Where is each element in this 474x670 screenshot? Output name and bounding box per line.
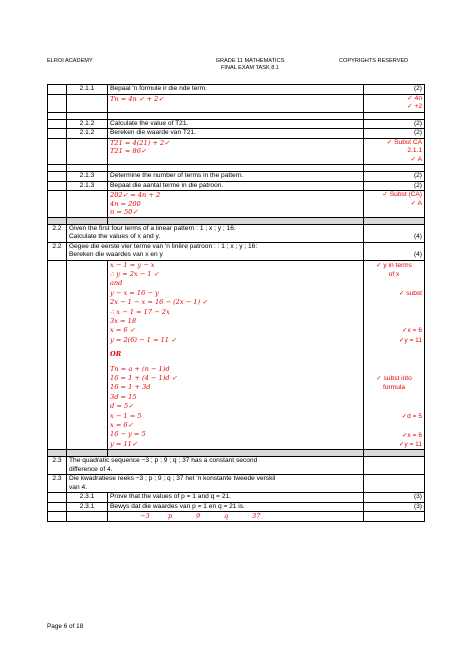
mark-item: ✓ A — [410, 155, 422, 163]
mark-total: (2) — [364, 129, 425, 139]
header-subject — [200, 58, 300, 72]
mark-item: ✓ A — [410, 199, 422, 207]
mark-total: (2) — [364, 119, 425, 129]
mark-total: (4) — [364, 224, 425, 242]
table-row — [48, 129, 425, 139]
mark-item: 2.1.1 — [407, 147, 422, 154]
answer-line: 3d = 15 — [110, 392, 137, 401]
mark-allocation — [364, 191, 425, 218]
table-row — [48, 224, 425, 242]
table-row — [48, 165, 425, 172]
question-line: Gegee die eerste vier terme van 'n linêre patroon : : 1 ; x ; y ; 16: — [69, 242, 258, 250]
question-text: Prove that the values of p = 1 and q = 21. — [108, 493, 364, 503]
answer-line: y = 11✓ — [110, 439, 138, 448]
mark-item: ✓ +2 — [407, 103, 422, 110]
question-line: Given the first four terms of a linear pattern : 1 ; x ; y ; 16. — [69, 224, 236, 232]
table-row — [48, 217, 425, 224]
question-text: Bepaal 'n formule ir die nde term. — [108, 85, 364, 95]
question-text — [67, 224, 364, 242]
table-row — [48, 457, 425, 475]
answer-line: y − x = 16 − y — [110, 288, 159, 297]
question-text: Bepaal die aantal terme in die patroon. — [108, 181, 364, 191]
answer-line: Tn = a + (n − 1)d — [110, 364, 170, 373]
table-row — [48, 450, 425, 457]
mark-total: (2) — [364, 85, 425, 95]
question-line: Die kwadratiese reeks −3 ; p ; 9 ; q ; 37 het 'n konstante tweede verskil — [69, 475, 276, 483]
answer-line: T21 = 4(21) + 2✓ — [110, 138, 170, 147]
mark-item: ✓ subst — [398, 289, 422, 297]
mark-item: ✓ Subst (CA) — [382, 191, 422, 198]
question-number: 2.1.2 — [67, 119, 108, 129]
mark-total: (2) — [364, 181, 425, 191]
question-number: 2.3.1 — [67, 502, 108, 512]
mark-item: ✓y = 11 — [398, 336, 422, 344]
question-text — [67, 457, 364, 475]
table-row — [48, 138, 425, 165]
mark-item: ✓ Subst CA — [386, 138, 422, 146]
question-number: 2.3 — [48, 457, 67, 475]
answer-line: ∴ x − 1 = 17 − 2x — [110, 307, 170, 316]
question-text: Bereken die waarde van T21. — [108, 129, 364, 139]
answer-line: x − 1 = y − x — [110, 260, 155, 269]
answer-line: x − 1 = 5 — [110, 411, 142, 420]
mark-item: ✓ 4n — [407, 94, 422, 102]
answer-work — [108, 191, 364, 218]
answer-line: 2x − 1 − x = 16 − (2x − 1) ✓ — [110, 298, 208, 307]
mark-allocation — [364, 138, 425, 165]
table-row — [48, 512, 425, 522]
answer-line: 16 = 1 + 3d — [110, 383, 151, 392]
sequence-term: 37 — [252, 512, 261, 521]
mark-item: ✓d = 5 — [401, 412, 422, 420]
header-subject-line: GRADE 11 MATHEMATICS — [215, 58, 285, 64]
table-row — [48, 242, 425, 260]
memo-table — [47, 84, 425, 522]
answer-line: T21 = 86✓ — [110, 147, 147, 155]
table-row — [48, 493, 425, 503]
question-text — [67, 242, 364, 260]
answer-line: ∴ y = 2x − 1 ✓ — [110, 269, 160, 278]
answer-line: d = 5✓ — [110, 402, 134, 411]
sequence-term: p — [168, 512, 173, 521]
answer-line: n = 50✓ — [110, 208, 138, 216]
answer-work — [108, 260, 364, 450]
question-number: 2.1.3 — [67, 181, 108, 191]
answer-line: y = 2(6) − 1 = 11 ✓ — [110, 335, 177, 344]
header-rights: COPYRIGHTS RESERVED — [339, 58, 409, 64]
answer-work: Tn = 4n ✓ + 2✓ — [108, 94, 364, 112]
question-line: Bereken die waardes van x en y — [69, 251, 163, 258]
page-footer: Page 6 of 18 — [47, 623, 84, 630]
mark-item: of x — [388, 270, 400, 278]
question-number: 2.1.1 — [67, 85, 108, 95]
table-row — [48, 112, 425, 119]
answer-line: 16 − y = 5 — [110, 430, 146, 439]
sequence-term: q — [224, 512, 229, 521]
sequence-term: 9 — [196, 512, 201, 521]
answer-line: 202✓ = 4n + 2 — [110, 191, 161, 199]
table-row — [48, 260, 425, 450]
table-row — [48, 502, 425, 512]
question-number: 2.3.1 — [67, 493, 108, 503]
question-line: van 4. — [69, 483, 87, 491]
question-number: 2.1.3 — [67, 172, 108, 182]
question-text: Calculate the value of T21. — [108, 119, 364, 129]
mark-item: formula — [383, 384, 405, 392]
table-row — [48, 119, 425, 129]
question-text — [67, 475, 364, 493]
sequence-term: −3 — [140, 512, 150, 521]
mark-item: ✓x = 6 — [401, 327, 422, 335]
question-number: 2.2 — [48, 242, 67, 260]
question-line: The quadratic sequence −3 ; p ; 9 ; q ; 37 has a constant second — [69, 457, 258, 465]
question-text: Bewys dat die waardes van p = 1 en q = 21 is. — [108, 502, 364, 512]
table-row — [48, 85, 425, 95]
mark-item: ✓y = 11 — [398, 440, 422, 448]
table-row — [48, 191, 425, 218]
mark-allocation — [364, 94, 425, 112]
header-school: ELROI ACADEMY — [47, 58, 93, 64]
mark-total: (3) — [364, 502, 425, 512]
answer-line: and — [110, 279, 123, 288]
table-row — [48, 181, 425, 191]
table-row — [48, 172, 425, 182]
answer-line: x = 6 ✓ — [110, 326, 136, 335]
question-number: 2.1.2 — [67, 129, 108, 139]
mark-total: (4) — [364, 242, 425, 260]
mark-item: ✓ subst into — [376, 374, 412, 382]
answer-work — [108, 138, 364, 165]
or-separator: OR — [110, 350, 122, 359]
mark-total: (3) — [364, 493, 425, 503]
mark-item: ✓ y in terms — [376, 261, 412, 269]
question-text: Determine the number of terms in the pattern. — [108, 172, 364, 182]
mark-total: (2) — [364, 172, 425, 182]
mark-item: ✓x = 6 — [401, 431, 422, 439]
question-line: difference of 4. — [69, 465, 113, 473]
answer-line: 4n = 200 — [110, 199, 141, 208]
table-row — [48, 475, 425, 493]
answer-line: 3x = 18 — [110, 316, 137, 325]
question-line: Calculate the values of x and y. — [69, 233, 161, 240]
answer-line: x = 6✓ — [110, 421, 134, 429]
mark-allocation — [364, 260, 425, 450]
question-number: 2.2 — [48, 224, 67, 242]
table-row — [48, 94, 425, 112]
sequence-line — [108, 512, 364, 522]
answer-line: 16 = 1 + (4 − 1)d ✓ — [110, 373, 178, 382]
header-task-line: FINAL EXAM TASK 8.1 — [220, 65, 280, 71]
question-number: 2.3 — [48, 475, 67, 493]
